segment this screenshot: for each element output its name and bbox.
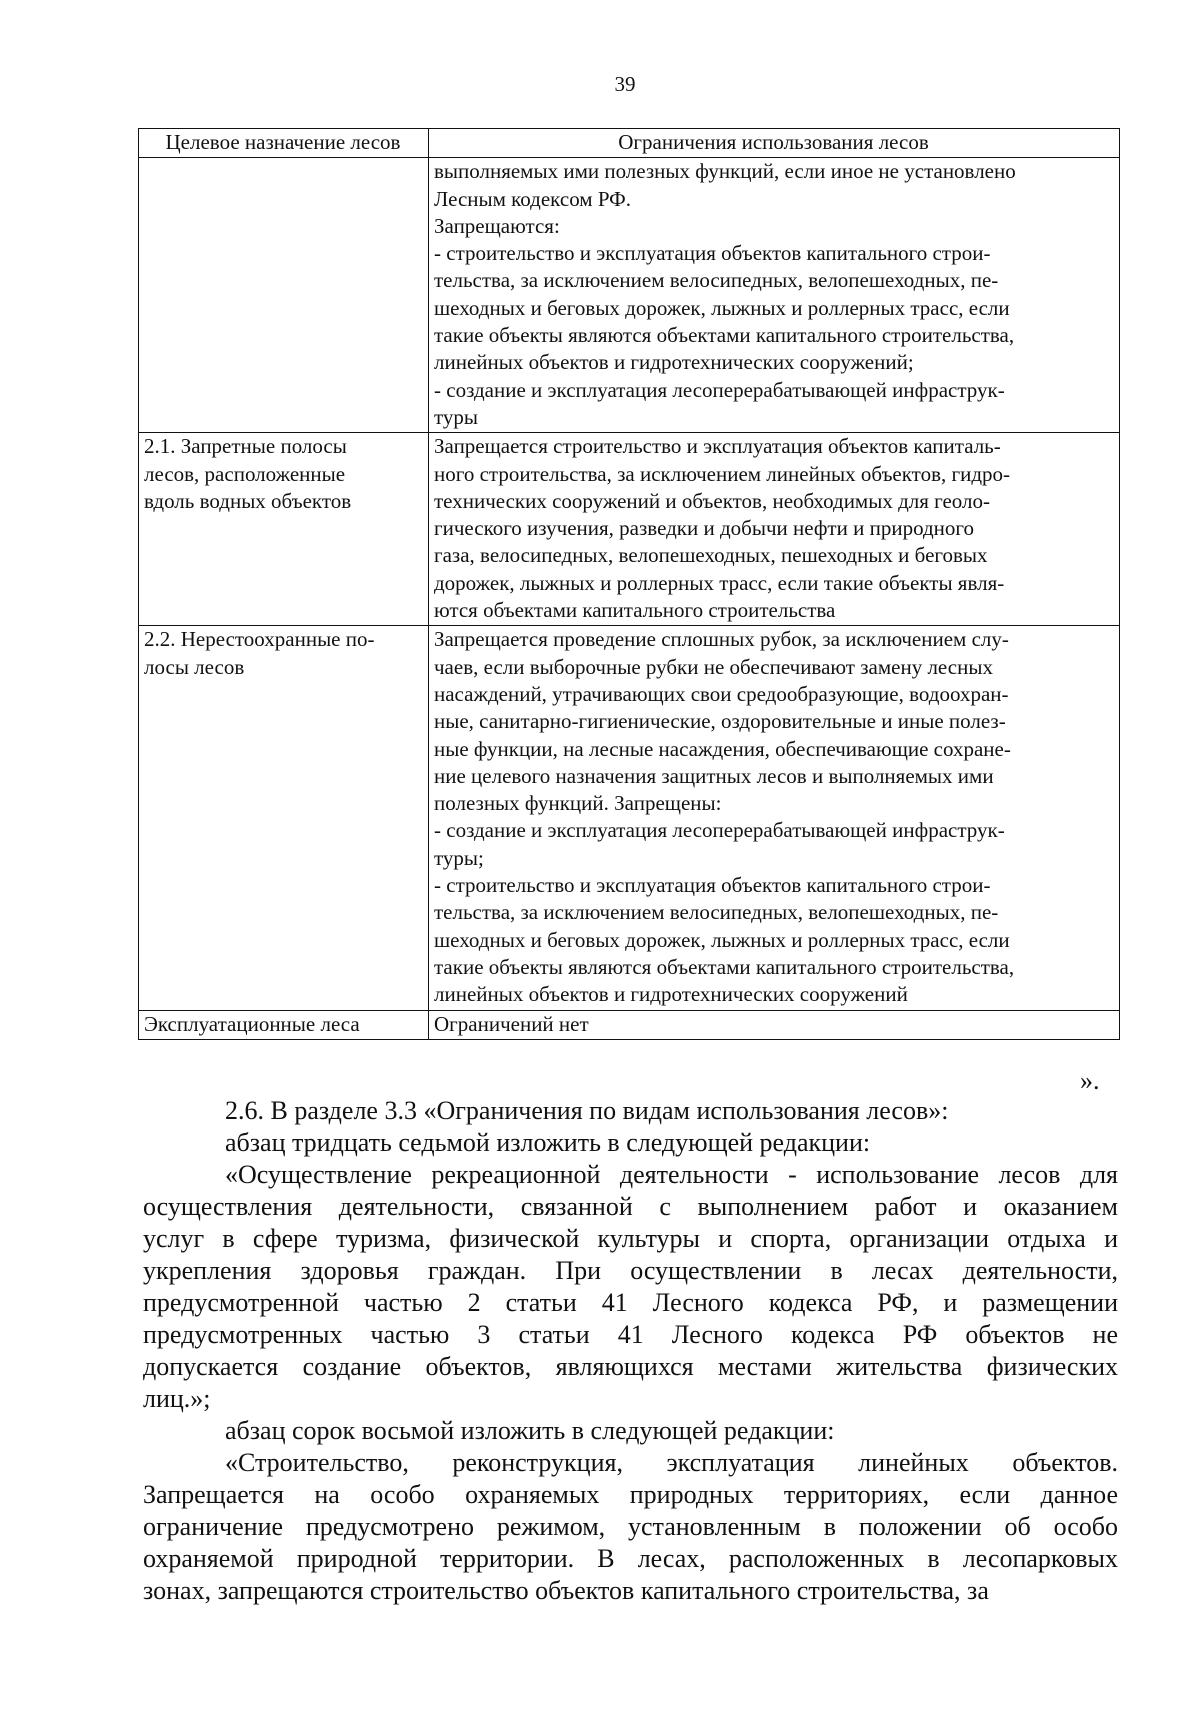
quoted-paragraph-recreation xyxy=(143,1159,1118,1415)
category-cell xyxy=(139,1010,429,1039)
restrictions-cell xyxy=(429,433,1120,626)
category-line: 2.1. Запретные полосы xyxy=(144,434,347,459)
closing-quote: ». xyxy=(1080,1066,1100,1095)
restriction-line: шеходных и беговых дорожек, лыжных и роллерных трасс, если xyxy=(434,295,1010,320)
category-line: 2.2. Нерестоохранные по- xyxy=(144,627,375,652)
paragraph-line: предусмотренных частью 3 статьи 41 Лесного кодекса РФ объектов не xyxy=(143,1320,1118,1349)
header-usage-restrictions: Ограничения использования лесов xyxy=(429,129,1120,158)
restriction-line: тельства, за исключением велосипедных, велопешеходных, пе- xyxy=(434,900,999,925)
restriction-line: чаев, если выборочные рубки не обеспечивают замену лесных xyxy=(434,654,993,679)
restriction-line: Запрещается строительство и эксплуатация объектов капиталь- xyxy=(434,434,1001,459)
category-line: лосы лесов xyxy=(144,654,245,679)
restriction-line: линейных объектов и гидротехнических сооружений xyxy=(434,982,908,1007)
restriction-line: шеходных и беговых дорожек, лыжных и роллерных трасс, если xyxy=(434,927,1010,952)
table-row xyxy=(139,1010,1120,1039)
category-line: вдоль водных объектов xyxy=(144,488,352,513)
restriction-line: Запрещаются: xyxy=(434,213,560,238)
restriction-line: ются объектами капитального строительства xyxy=(434,598,836,623)
restriction-line: ные функции, на лесные насаждения, обеспечивающие сохране- xyxy=(434,736,1011,761)
restriction-line: - строительство и эксплуатация объектов капитального строи- xyxy=(434,873,991,898)
category-cell xyxy=(139,433,429,626)
header-forest-purpose: Целевое назначение лесов xyxy=(139,129,429,158)
restriction-line: Лесным кодексом РФ. xyxy=(434,186,631,211)
restriction-line: дорожек, лыжных и роллерных трасс, если такие объекты явля- xyxy=(434,570,1005,595)
restriction-line: гического изучения, разведки и добычи нефти и природного xyxy=(434,516,974,541)
amendment-text xyxy=(143,1095,1118,1607)
restriction-line: такие объекты являются объектами капитального строительства, xyxy=(434,954,1015,979)
paragraph-line: Запрещается на особо охраняемых природных территориях, если данное xyxy=(143,1480,1118,1509)
restriction-line: ные, санитарно-гигиенические, оздоровительные и иные полез- xyxy=(434,709,1006,734)
restriction-line: такие объекты являются объектами капитального строительства, xyxy=(434,323,1015,348)
quoted-paragraph-linear-objects xyxy=(143,1447,1118,1607)
paragraph-line: допускается создание объектов, являющихся местами жительства физических xyxy=(143,1352,1118,1381)
category-line: лесов, расположенные xyxy=(144,461,346,486)
paragraph-line: «Осуществление рекреационной деятельности - использование лесов для xyxy=(225,1160,1118,1189)
paragraph-line: ограничение предусмотрено режимом, установленным в положении об особо xyxy=(143,1512,1118,1541)
restriction-line: Ограничений нет xyxy=(434,1011,589,1036)
restriction-line: - строительство и эксплуатация объектов капитального строи- xyxy=(434,241,991,266)
restriction-line: полезных функций. Запрещены: xyxy=(434,791,722,816)
restriction-line: газа, велосипедных, велопешеходных, пешеходных и беговых xyxy=(434,543,988,568)
restriction-line: линейных объектов и гидротехнических сооружений; xyxy=(434,350,914,375)
instruction-paragraph: абзац сорок восьмой изложить в следующей редакции: xyxy=(225,1416,835,1445)
table-row xyxy=(139,433,1120,626)
restriction-line: туры xyxy=(434,404,479,429)
paragraph-line: зонах, запрещаются строительство объектов капитального строительства, за xyxy=(143,1576,989,1605)
restriction-line: насаждений, утрачивающих свои средообразующие, водоохран- xyxy=(434,681,1009,706)
paragraph-line: охраняемой природной территории. В лесах, расположенных в лесопарковых xyxy=(143,1544,1118,1573)
category-cell xyxy=(139,626,429,1010)
paragraph-line: лиц.»; xyxy=(143,1384,211,1413)
forest-restrictions-table xyxy=(138,128,1120,1040)
paragraph-line: осуществления деятельности, связанной с выполнением работ и оказанием xyxy=(143,1192,1118,1221)
restriction-line: ного строительства, за исключением линейных объектов, гидро- xyxy=(434,461,1011,486)
restrictions-cell xyxy=(429,626,1120,1010)
section-heading: 2.6. В разделе 3.3 «Ограничения по видам использования лесов»: xyxy=(225,1096,949,1125)
restriction-line: - создание и эксплуатация лесоперерабатывающей инфраструк- xyxy=(434,377,1005,402)
paragraph-line: предусмотренной частью 2 статьи 41 Лесного кодекса РФ, и размещении xyxy=(143,1288,1118,1317)
restrictions-cell xyxy=(429,1010,1120,1039)
restrictions-cell xyxy=(429,158,1120,433)
restriction-line: туры; xyxy=(434,845,484,870)
restriction-line: - создание и эксплуатация лесоперерабатывающей инфраструк- xyxy=(434,818,1005,843)
category-cell xyxy=(139,158,429,433)
restriction-line: Запрещается проведение сплошных рубок, за исключением слу- xyxy=(434,627,1009,652)
restriction-line: тельства, за исключением велосипедных, велопешеходных, пе- xyxy=(434,268,999,293)
table-row xyxy=(139,626,1120,1010)
page-number: 39 xyxy=(614,72,636,96)
paragraph-line: «Строительство, реконструкция, эксплуатация линейных объектов. xyxy=(225,1448,1118,1477)
restriction-line: выполняемых ими полезных функций, если иное не установлено xyxy=(434,159,1016,184)
table-header-row xyxy=(139,129,1120,158)
instruction-paragraph: абзац тридцать седьмой изложить в следующей редакции: xyxy=(225,1128,871,1157)
paragraph-line: укрепления здоровья граждан. При осуществлении в лесах деятельности, xyxy=(143,1256,1118,1285)
category-line: Эксплуатационные леса xyxy=(144,1011,360,1036)
paragraph-line: услуг в сфере туризма, физической культуры и спорта, организации отдыха и xyxy=(143,1224,1118,1253)
restriction-line: ние целевого назначения защитных лесов и выполняемых ими xyxy=(434,763,994,788)
table-row xyxy=(139,158,1120,433)
restriction-line: технических сооружений и объектов, необходимых для геоло- xyxy=(434,488,991,513)
